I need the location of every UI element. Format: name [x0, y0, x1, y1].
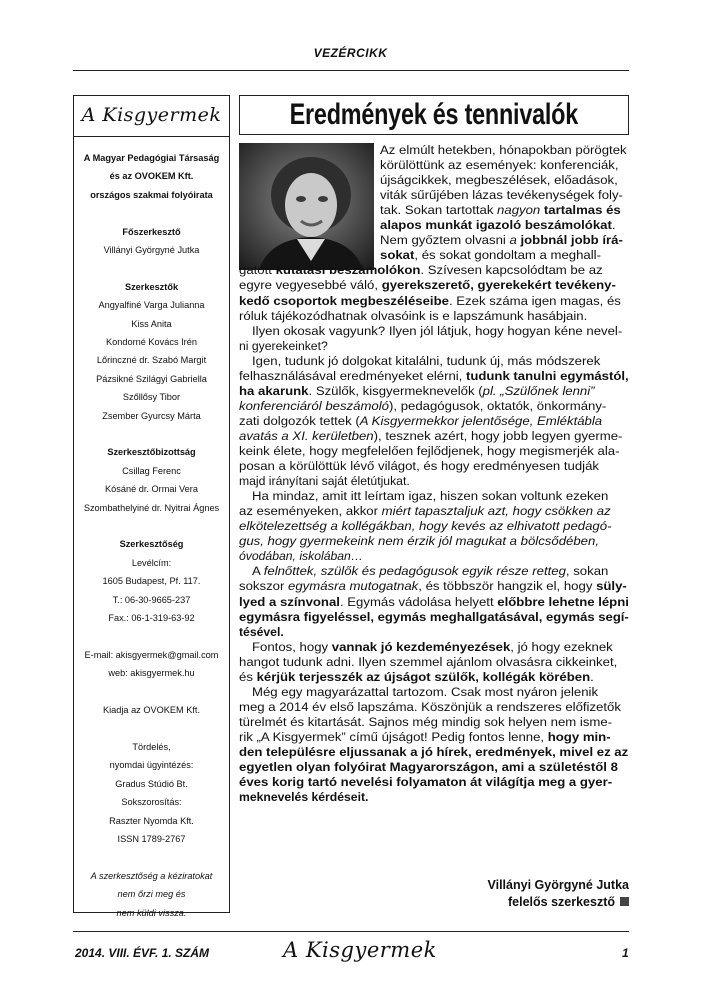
article-line: óvodában, iskolában…: [239, 549, 363, 564]
page-number: 1: [622, 946, 629, 960]
article-line: Igen, tudunk jó dolgokat kitalálni, tudunk új, más módszerek: [252, 353, 601, 368]
editor-name: Angyalfiné Varga Julianna: [98, 300, 205, 311]
article-line: kedő csoportok megbeszéléseibe. Ezek száma igen magas, és: [239, 293, 621, 308]
production-line: Raszter Nyomda Kft.: [109, 815, 194, 826]
article-line: zati dolgozók tettek (A Kisgyermekkor jelentősége, Emléktábla: [239, 413, 603, 428]
article-line: egyre vegyesebbé váló, gyerekszerető, gyerekekért tevékeny-: [239, 278, 616, 293]
publisher-line: és az OVOKEM Kft.: [109, 171, 194, 182]
signature-role: [508, 895, 629, 909]
editor-in-chief: Villányi Györgyné Jutka: [103, 245, 200, 256]
article-line: hangot tudunk adni. Ilyen szemmel ajánlom olvasásra cikkeinket,: [239, 654, 618, 669]
article-line: viták sűrűjében lázas tevékenységek foly-: [380, 188, 623, 203]
article-line: egymásra figyeléssel, egymás meghallgatásával, egymás segí-: [239, 609, 629, 624]
article-title-box: [239, 95, 629, 135]
article-line: tésével.: [239, 624, 284, 639]
publisher-line: A Magyar Pedagógiai Társaság: [83, 153, 220, 163]
article-line: elkötelezettség a kollégákban, hogy kevés az elhivatott pedagó-: [239, 519, 612, 534]
section-label: VEZÉRCIKK: [313, 46, 388, 60]
article-line: türelmét és kitartását. Sajnos még mindig sok helyen nem isme-: [239, 714, 613, 729]
article-line: den településre eljussanak a jó hírek, eredmények, mivel ez az: [239, 745, 629, 759]
article-line: újságcikkek, megbeszélések, előadások,: [380, 173, 618, 188]
office-heading: Szerkesztőség: [119, 539, 184, 550]
board-member: Csillag Ferenc: [122, 465, 181, 476]
production-line: Tördelés,: [132, 741, 171, 752]
article-line: gus, hogy gyermekeink nem érzik jól magukat a bölcsődében,: [239, 534, 599, 549]
article-line: sokat, és sokat gondoltam a meghall-: [380, 248, 601, 263]
article-line: gatott kutatási beszámolókon. Szívesen kapcsolódtam be az: [239, 263, 603, 278]
board-member: Kósáné dr. Ormai Vera: [105, 484, 198, 495]
article-line: sokszor egymásra mutogatnak, és többször hangzik el, hogy süly-: [239, 579, 627, 594]
article-line: éves korig tartó nevelési folyamaton át világítja meg a gyer-: [239, 775, 613, 790]
office-line: Levélcím:: [131, 557, 172, 568]
article-line: tak. Sokan tartottak nagyon tartalmas és: [380, 203, 621, 218]
footer-rule: [73, 931, 629, 932]
signature-role-text: felelős szerkesztő: [508, 895, 615, 909]
article-line: Nem győztem olvasni a jobbnál jobb írá-: [380, 233, 623, 248]
article-line: majd irányítani saját életútjukat.: [239, 474, 410, 489]
article-line: felhasználásával eredményeket elérni, tudunk tanulni egymástól,: [239, 368, 629, 383]
footer-logo: A Kisgyermek: [283, 938, 437, 962]
office-line: 1605 Budapest, Pf. 117.: [102, 576, 201, 587]
office-line: Fax.: 06-1-319-63-92: [108, 613, 195, 624]
production-line: ISSN 1789-2767: [117, 833, 186, 844]
article-line: rik „A Kisgyermek” című újságot! Pedig fontos lenne, hogy min-: [239, 729, 611, 744]
article-line: meg a 2014 év első lapszáma. Köszönjük a rendszeres előfizetők: [239, 699, 621, 714]
article-line: Még egy magyarázattal tartozom. Csak most nyáron jelenik: [252, 684, 599, 699]
article-line: Az elmúlt hetekben, hónapokban pörögtek: [380, 143, 627, 157]
web-line: web: akisgyermek.hu: [108, 668, 195, 679]
article-line: meknevelés kérdéseit.: [239, 790, 369, 805]
article-line: konferenciáról beszámoló), pedagógusok, oktatók, önkormány-: [239, 398, 607, 413]
article-line: Ilyen okosak vagyunk? Ilyen jól látjuk, hogy hogyan kéne nevel-: [252, 323, 623, 338]
board-member: Szombathelyiné dr. Nyitrai Ágnes: [83, 502, 220, 513]
editor-name: Lőrinczné dr. Szabó Margit: [96, 355, 207, 366]
disclaimer-line: nem őrzi meg és: [117, 889, 186, 900]
production-line: Sokszorosítás:: [121, 797, 182, 808]
portrait-image: [239, 143, 374, 270]
editor-name: Szőllősy Tibor: [122, 392, 181, 403]
header-rule: [73, 70, 629, 71]
publisher-line: országos szakmai folyóirata: [90, 189, 213, 200]
masthead-box: [73, 95, 230, 918]
article-line: Ha mindaz, amit itt leírtam igaz, hiszen sokan voltunk ezeken: [252, 489, 609, 504]
issue-info: 2014. VIII. ÉVF. 1. SZÁM: [75, 946, 210, 960]
article-line: Fontos, hogy vannak jó kezdeményezések, jó hogy ezeknek: [252, 639, 613, 654]
office-line: T.: 06-30-9665-237: [112, 594, 191, 605]
article-line: róluk tájékozódhatnak olvasóink is e lapszámunk hasábjain.: [239, 308, 588, 323]
disclaimer-line: A szerkesztőség a kéziratokat: [90, 870, 213, 881]
author-photo: [239, 143, 374, 270]
email-line: E-mail: akisgyermek@gmail.com: [84, 649, 219, 660]
article-line: ni gyerekeinket?: [239, 338, 328, 353]
masthead-logo: A Kisgyermek: [74, 96, 229, 137]
production-line: nyomdai ügyintézés:: [109, 760, 194, 771]
page-header: [0, 0, 701, 70]
article-line: az eseményeken, akkor miért tapasztaljuk azt, hogy csökken az: [239, 504, 611, 519]
board-heading: Szerkesztőbizottság: [107, 447, 196, 458]
end-mark-icon: [620, 897, 629, 906]
disclaimer-line: nem küldi vissza.: [116, 907, 187, 918]
masthead-body: [74, 137, 229, 922]
article-line: körülöttünk az események: konferenciák,: [380, 158, 619, 173]
article-line: keink élete, hogy megfelelően fejlődjenek, hogy megismerjék ala-: [239, 444, 620, 458]
editor-name: Zsember Gyurcsy Márta: [102, 410, 201, 421]
editor-name: Pázsikné Szilágyi Gabriella: [96, 373, 207, 384]
editors-heading: Szerkesztők: [124, 281, 179, 292]
article-line: ha akarunk. Szülők, kisgyermeknevelők (pl. „Szülőnek lenni”: [239, 383, 595, 398]
issuer-line: Kiadja az OVOKEM Kft.: [102, 705, 201, 716]
article-line: A felnőttek, szülők és pedagógusok egyik része retteg, sokan: [252, 564, 609, 579]
editor-name: Kondorné Kovács Irén: [106, 337, 197, 348]
article-line: és kérjük terjesszék az újságot szülők, kollégák körében.: [239, 669, 594, 684]
article-line: alapos munkát igazoló beszámolókat.: [380, 218, 616, 233]
editor-in-chief-heading: Főszerkesztő: [122, 226, 181, 237]
article-line: avatás a XI. kerületben), tesznek azért, hogy jobb legyen gyerme-: [239, 428, 623, 443]
editor-name: Kiss Anita: [131, 318, 172, 329]
production-line: Gradus Stúdió Bt.: [115, 778, 188, 789]
article-line: posan a körülöttük lévő világot, és hogy eredményesen tudják: [239, 459, 600, 474]
signature-name: Villányi Györgyné Jutka: [487, 878, 629, 892]
article-title: Eredmények és tennivalók: [289, 98, 579, 131]
article-line: egyetlen olyan folyóirat Magyarországon, ami a születéstől 8: [239, 760, 618, 775]
article-line: lyed a színvonal. Egymás vádolása helyett előbbre lehetne lépni: [239, 594, 629, 609]
